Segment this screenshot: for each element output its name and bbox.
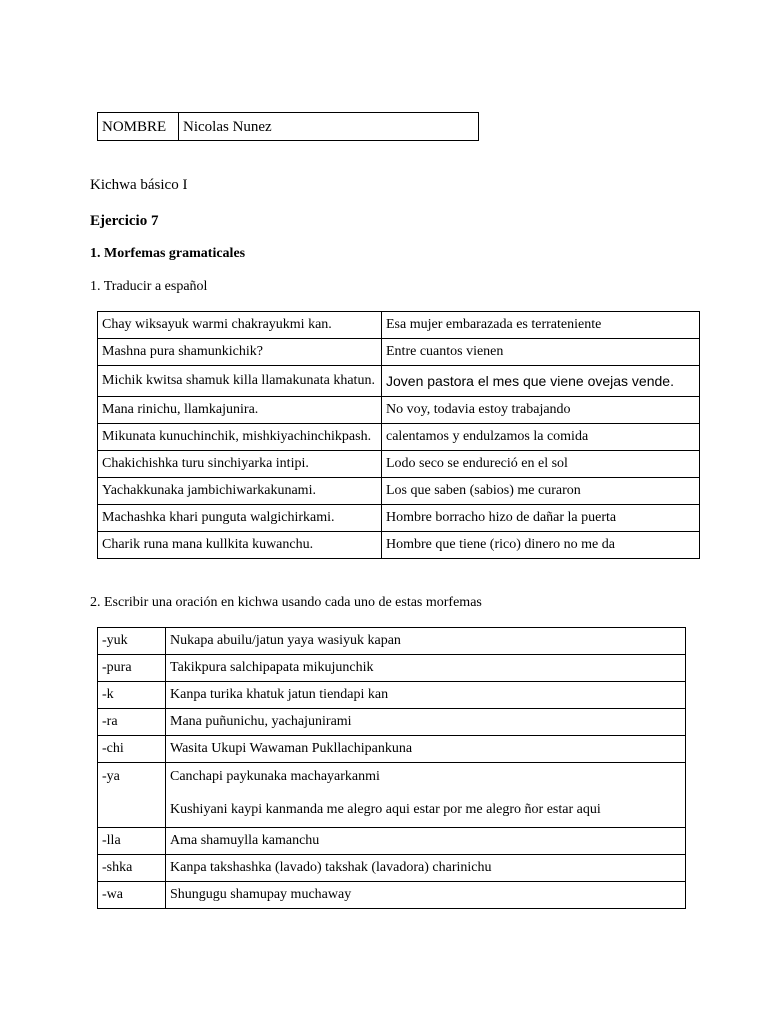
name-value: Nicolas Nunez	[179, 113, 479, 141]
table-row	[98, 709, 686, 736]
table-row	[98, 451, 700, 478]
spanish-cell: No voy, todavia estoy trabajando	[382, 397, 700, 424]
morpheme-cell: -ra	[98, 709, 166, 736]
table-row	[98, 505, 700, 532]
morpheme-cell: -k	[98, 682, 166, 709]
table-row	[98, 655, 686, 682]
sentence-cell: Nukapa abuilu/jatun yaya wasiyuk kapan	[166, 628, 686, 655]
kichwa-cell: Michik kwitsa shamuk killa llamakunata khatun.	[98, 366, 382, 397]
morpheme-cell: -chi	[98, 736, 166, 763]
table-row	[98, 763, 686, 828]
table-row	[98, 339, 700, 366]
spanish-cell: Los que saben (sabios) me curaron	[382, 478, 700, 505]
course-title: Kichwa básico I	[90, 177, 188, 193]
morpheme-cell: -yuk	[98, 628, 166, 655]
morpheme-cell: -ya	[98, 763, 166, 828]
table-row	[98, 736, 686, 763]
table-row	[98, 682, 686, 709]
spanish-cell: Lodo seco se endureció en el sol	[382, 451, 700, 478]
table-row	[98, 424, 700, 451]
task-2-heading: 2. Escribir una oración en kichwa usando cada uno de estas morfemas	[90, 595, 482, 610]
kichwa-cell: Charik runa mana kullkita kuwanchu.	[98, 532, 382, 559]
table-row	[98, 882, 686, 909]
sentence-cell: Shungugu shamupay muchaway	[166, 882, 686, 909]
morpheme-table	[97, 627, 686, 909]
translation-table	[97, 311, 700, 559]
section-heading: 1. Morfemas gramaticales	[90, 246, 246, 261]
name-label: NOMBRE	[98, 113, 179, 141]
table-row	[98, 828, 686, 855]
morpheme-cell: -pura	[98, 655, 166, 682]
kichwa-cell: Chay wiksayuk warmi chakrayukmi kan.	[98, 312, 382, 339]
sentence-cell: Mana puñunichu, yachajunirami	[166, 709, 686, 736]
spanish-cell: calentamos y endulzamos la comida	[382, 424, 700, 451]
morpheme-cell: -lla	[98, 828, 166, 855]
sentence-cell: Kanpa takshashka (lavado) takshak (lavadora) charinichu	[166, 855, 686, 882]
table-row	[98, 366, 700, 397]
kichwa-cell: Mikunata kunuchinchik, mishkiyachinchikpash.	[98, 424, 382, 451]
kichwa-cell: Mana rinichu, llamkajunira.	[98, 397, 382, 424]
kichwa-cell: Chakichishka turu sinchiyarka intipi.	[98, 451, 382, 478]
spanish-cell: Entre cuantos vienen	[382, 339, 700, 366]
morpheme-cell: -shka	[98, 855, 166, 882]
sentence-line-1: Canchapi paykunaka machayarkanmi	[170, 769, 380, 784]
spanish-cell: Joven pastora el mes que viene ovejas vende.	[382, 366, 700, 397]
sentence-line-2: Kushiyani kaypi kanmanda me alegro aqui estar por me alegro ñor estar aqui	[170, 802, 601, 817]
table-row	[98, 397, 700, 424]
table-row	[98, 312, 700, 339]
kichwa-cell: Yachakkunaka jambichiwarkakunami.	[98, 478, 382, 505]
table-row	[98, 628, 686, 655]
sentence-cell: Wasita Ukupi Wawaman Pukllachipankuna	[166, 736, 686, 763]
sentence-cell: Takikpura salchipapata mikujunchik	[166, 655, 686, 682]
sentence-cell	[166, 763, 686, 828]
kichwa-cell: Mashna pura shamunkichik?	[98, 339, 382, 366]
sentence-cell: Kanpa turika khatuk jatun tiendapi kan	[166, 682, 686, 709]
spanish-cell: Esa mujer embarazada es terrateniente	[382, 312, 700, 339]
name-row	[98, 113, 479, 141]
table-row	[98, 855, 686, 882]
table-row	[98, 478, 700, 505]
table-row	[98, 532, 700, 559]
spanish-cell: Hombre que tiene (rico) dinero no me da	[382, 532, 700, 559]
kichwa-cell: Machashka khari punguta walgichirkami.	[98, 505, 382, 532]
sentence-cell: Ama shamuylla kamanchu	[166, 828, 686, 855]
task-1-heading: 1. Traducir a español	[90, 279, 208, 294]
spanish-cell: Hombre borracho hizo de dañar la puerta	[382, 505, 700, 532]
name-table	[97, 112, 479, 141]
morpheme-cell: -wa	[98, 882, 166, 909]
exercise-title: Ejercicio 7	[90, 213, 159, 229]
